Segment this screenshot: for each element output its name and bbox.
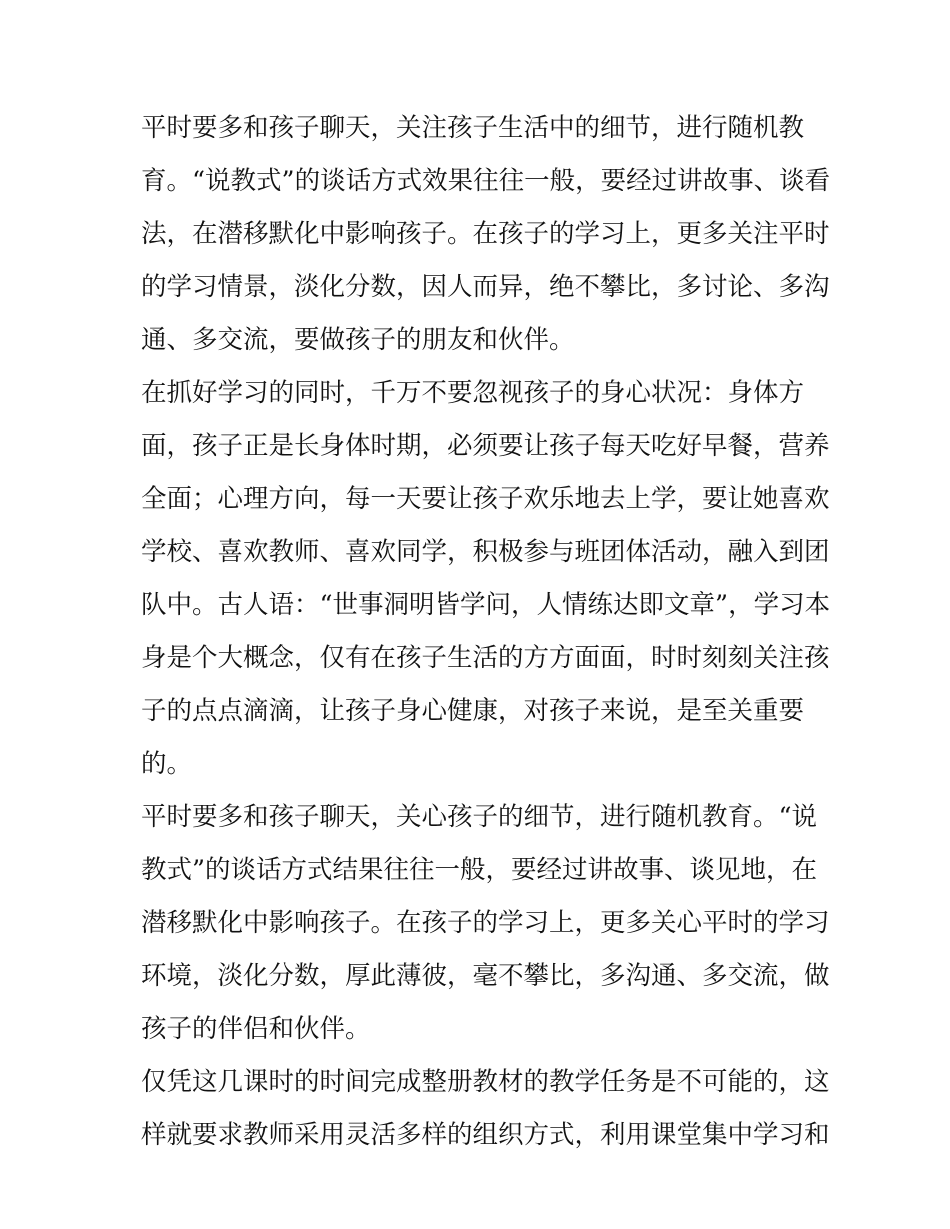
text-line: 队中。古人语：“世事洞明皆学问，人情练达即文章”，学习本	[141, 590, 831, 620]
text-line: 孩子的伴侣和伙伴。	[141, 1014, 371, 1044]
text-line: 样就要求教师采用灵活多样的组织方式，利用课堂集中学习和	[141, 1120, 830, 1150]
text-line: 仅凭这几课时的时间完成整册教材的教学任务是不可能的，这	[141, 1067, 830, 1097]
text-line: 在抓好学习的同时，千万不要忽视孩子的身心状况：身体方	[141, 378, 805, 408]
text-line: 子的点点滴滴，让孩子身心健康，对孩子来说，是至关重要	[141, 696, 805, 726]
text-line: 潜移默化中影响孩子。在孩子的学习上，更多关心平时的学习	[141, 908, 830, 938]
text-line: 法，在潜移默化中影响孩子。在孩子的学习上，更多关注平时	[141, 219, 830, 249]
text-line: 的。	[141, 749, 193, 779]
text-line: 教式”的谈话方式结果往往一般，要经过讲故事、谈见地，在	[141, 855, 818, 885]
text-line: 平时要多和孩子聊天，关心孩子的细节，进行随机教育。“说	[141, 802, 818, 832]
text-line: 身是个大概念，仅有在孩子生活的方方面面，时时刻刻关注孩	[141, 643, 830, 673]
text-line: 学校、喜欢教师、喜欢同学，积极参与班团体活动，融入到团	[141, 537, 830, 567]
text-line: 通、多交流，要做孩子的朋友和伙伴。	[141, 325, 575, 355]
text-line: 全面；心理方向，每一天要让孩子欢乐地去上学，要让她喜欢	[141, 484, 830, 514]
text-line: 平时要多和孩子聊天，关注孩子生活中的细节，进行随机教	[141, 113, 805, 143]
text-line: 环境，淡化分数，厚此薄彼，毫不攀比，多沟通、多交流，做	[141, 961, 830, 991]
text-line: 育。“说教式”的谈话方式效果往往一般，要经过讲故事、谈看	[141, 166, 831, 196]
text-line: 面，孩子正是长身体时期，必须要让孩子每天吃好早餐，营养	[141, 431, 830, 461]
text-line: 的学习情景，淡化分数，因人而异，绝不攀比，多讨论、多沟	[141, 272, 830, 302]
